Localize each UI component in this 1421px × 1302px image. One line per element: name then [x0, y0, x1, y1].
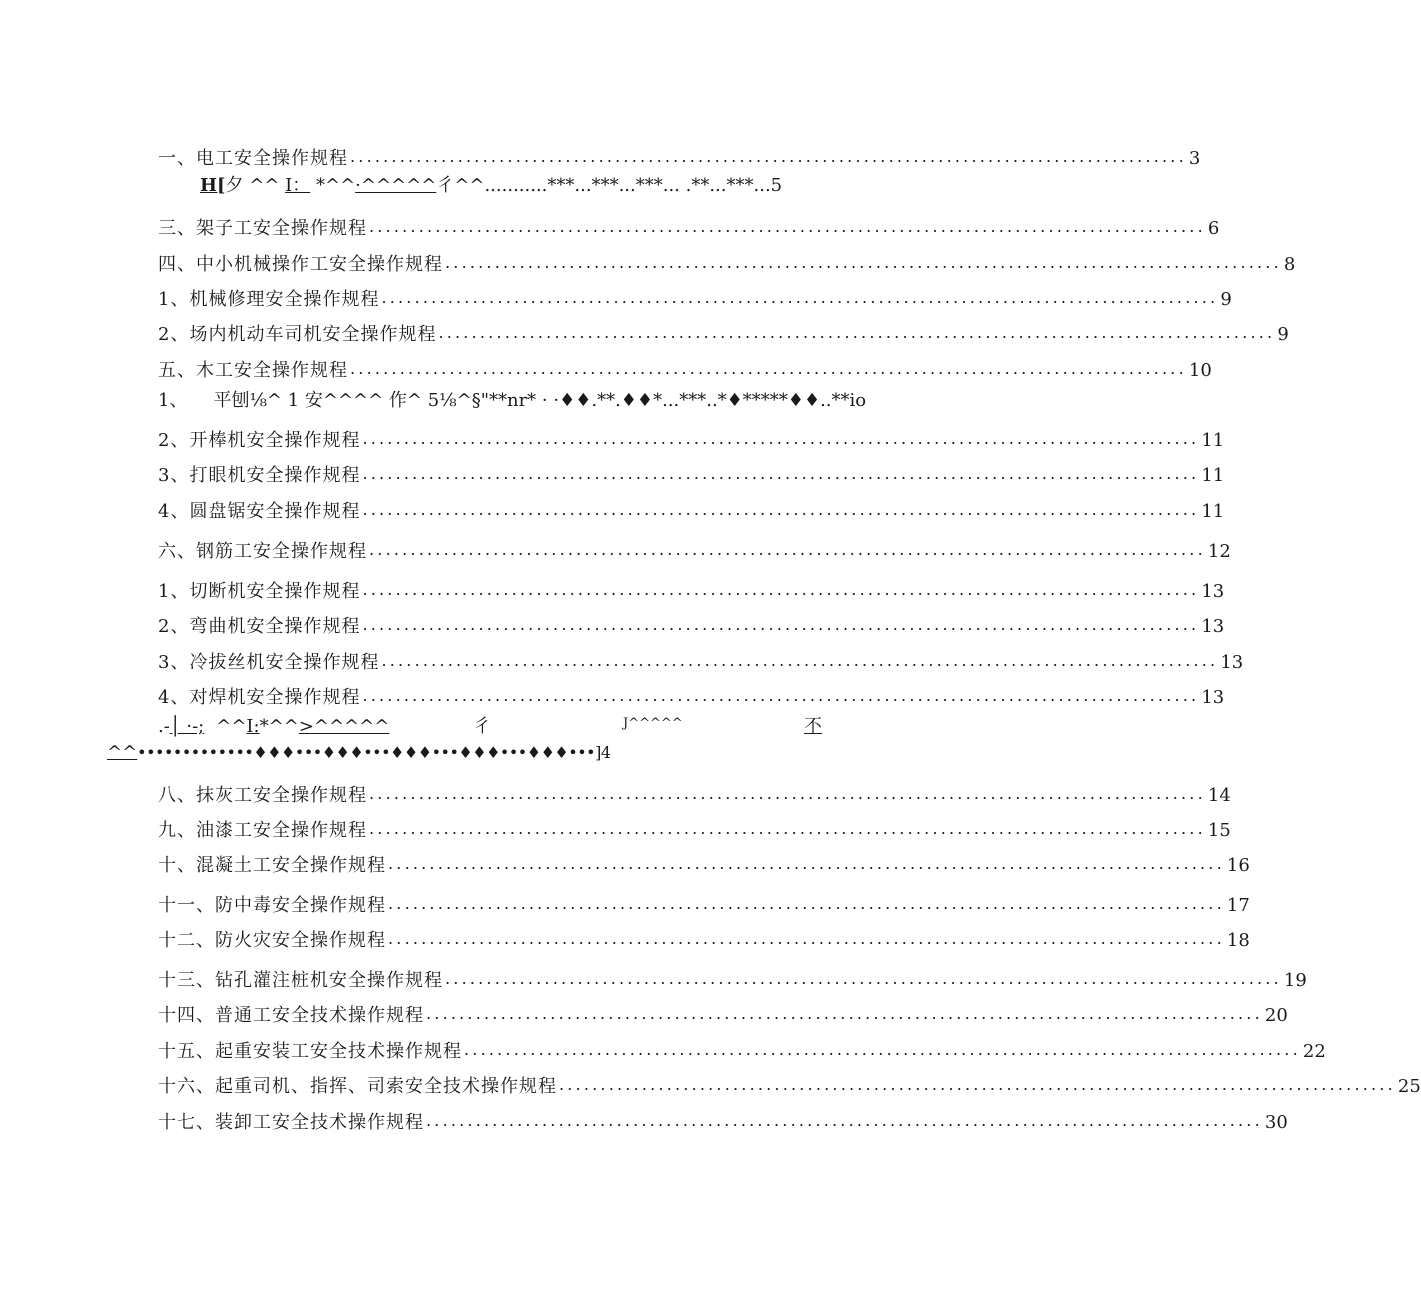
- garbled-fragment: ^^: [216, 716, 247, 737]
- toc-entry[interactable]: [158, 461, 1225, 487]
- dot-leader: .....................................................................................................: [445, 253, 1282, 272]
- toc-entry-page: 16: [1226, 855, 1250, 876]
- toc-entry-page: 22: [1302, 1041, 1326, 1062]
- toc-entry-title: 五、木工安全操作规程: [158, 360, 348, 381]
- toc-entry-page: 17: [1226, 895, 1250, 916]
- dot-leader: .....................................................................................................: [438, 323, 1276, 342]
- toc-entry-title: 1、机械修理安全操作规程: [158, 289, 380, 310]
- toc-entry-title: 3、打眼机安全操作规程: [158, 465, 361, 486]
- dot-leader: .....................................................................................................: [381, 288, 1219, 307]
- toc-entry[interactable]: [158, 851, 1250, 877]
- toc-entry[interactable]: [158, 577, 1225, 603]
- toc-entry-page: 8: [1283, 254, 1296, 275]
- toc-entry-title: 一、电工安全操作规程: [158, 148, 348, 169]
- garbled-toc-line: [107, 742, 611, 764]
- garbled-fragment: 夕 ^^: [225, 175, 286, 196]
- dot-leader: .....................................................................................................: [362, 686, 1200, 705]
- toc-entry[interactable]: [158, 426, 1225, 452]
- dot-leader: .....................................................................................................: [369, 217, 1206, 236]
- toc-entry[interactable]: [158, 497, 1225, 523]
- garbled-fragment: │ ·-;: [169, 716, 205, 737]
- toc-entry[interactable]: [158, 285, 1232, 311]
- toc-entry-title: 四、中小机械操作工安全操作规程: [158, 254, 443, 275]
- toc-entry-page: 20: [1264, 1005, 1288, 1026]
- dot-leader: .....................................................................................................: [388, 929, 1225, 948]
- dot-leader: .....................................................................................................: [388, 854, 1225, 873]
- garbled-fragment: 平刨⅛^ 1 安^^^^ 作^ 5⅛^§"**nr* · ·♦♦.**.♦♦*...***..*♦*****♦♦..**io: [213, 390, 867, 411]
- garbled-toc-line: [200, 175, 782, 197]
- dot-leader: .....................................................................................................: [350, 147, 1187, 166]
- garbled-fragment: ^^: [107, 742, 138, 763]
- toc-entry-title: 十三、钻孔灌注桩机安全操作规程: [158, 970, 443, 991]
- dot-leader: .....................................................................................................: [350, 359, 1187, 378]
- toc-entry[interactable]: [158, 926, 1250, 952]
- toc-entry[interactable]: [158, 1037, 1326, 1063]
- garbled-fragment: *^^: [310, 175, 356, 196]
- toc-entry-page: 25: [1397, 1076, 1421, 1097]
- toc-entry-title: 十七、装卸工安全技术操作规程: [158, 1112, 424, 1133]
- toc-entry-page: 14: [1207, 785, 1231, 806]
- garbled-fragment: >^^^^^: [298, 716, 390, 737]
- toc-entry-page: 13: [1201, 687, 1225, 708]
- toc-entry[interactable]: [158, 1108, 1288, 1134]
- garbled-fragment: *^^: [259, 716, 299, 737]
- toc-entry-title: 三、架子工安全操作规程: [158, 218, 367, 239]
- toc-entry-page: 11: [1201, 465, 1225, 486]
- toc-entry-page: 9: [1220, 289, 1232, 310]
- toc-entry[interactable]: [158, 816, 1231, 842]
- dot-leader: .....................................................................................................: [381, 651, 1219, 670]
- toc-entry-title: 十二、防火灾安全操作规程: [158, 930, 386, 951]
- toc-entry[interactable]: [158, 320, 1289, 346]
- garbled-fragment: 不: [804, 716, 822, 737]
- toc-entry[interactable]: [158, 781, 1231, 807]
- toc-entry-page: 30: [1264, 1112, 1288, 1133]
- dot-leader: .....................................................................................................: [464, 1040, 1301, 1059]
- toc-entry-title: 十、混凝土工安全操作规程: [158, 855, 386, 876]
- toc-entry-page: 15: [1207, 820, 1231, 841]
- toc-entry-title: 1、切断机安全操作规程: [158, 581, 361, 602]
- garbled-fragment: 1、: [158, 390, 188, 411]
- toc-entry[interactable]: [158, 144, 1201, 170]
- toc-entry-title: 十四、普通工安全技术操作规程: [158, 1005, 424, 1026]
- toc-entry-title: 3、冷拔丝机安全操作规程: [158, 652, 380, 673]
- toc-entry-title: 2、开棒机安全操作规程: [158, 430, 361, 451]
- dot-leader: .....................................................................................................: [362, 615, 1200, 634]
- toc-entry[interactable]: [158, 356, 1212, 382]
- garbled-fragment: I:: [246, 716, 260, 737]
- toc-entry[interactable]: [158, 1072, 1421, 1098]
- toc-entry-page: 13: [1201, 581, 1225, 602]
- garbled-fragment: H[: [200, 175, 226, 196]
- dot-leader: .....................................................................................................: [388, 894, 1225, 913]
- garbled-toc-line: [158, 716, 823, 738]
- garbled-toc-line: [158, 390, 866, 412]
- toc-entry-page: 9: [1277, 324, 1289, 345]
- toc-entry[interactable]: [158, 214, 1220, 240]
- toc-entry[interactable]: [158, 648, 1244, 674]
- toc-entry[interactable]: [158, 537, 1231, 563]
- garbled-fragment: I：: [285, 175, 311, 196]
- toc-entry-page: 11: [1201, 430, 1225, 451]
- dot-leader: .....................................................................................................: [362, 429, 1200, 448]
- toc-entry-page: 6: [1207, 218, 1220, 239]
- toc-entry[interactable]: [158, 966, 1307, 992]
- toc-entry[interactable]: [158, 1001, 1288, 1027]
- toc-entry-title: 六、钢筋工安全操作规程: [158, 541, 367, 562]
- toc-entry-title: 十六、起重司机、指挥、司索安全技术操作规程: [158, 1076, 557, 1097]
- toc-entry-title: 八、抹灰工安全操作规程: [158, 785, 367, 806]
- toc-entry-page: 19: [1283, 970, 1307, 991]
- toc-entry-title: 十一、防中毒安全操作规程: [158, 895, 386, 916]
- toc-entry-title: 十五、起重安装工安全技术操作规程: [158, 1041, 462, 1062]
- dot-leader: .....................................................................................................: [369, 540, 1206, 559]
- garbled-fragment: 彳: [473, 716, 491, 737]
- dot-leader: .....................................................................................................: [362, 464, 1200, 483]
- dot-leader: .....................................................................................................: [369, 784, 1206, 803]
- garbled-fragment: .-: [158, 716, 170, 737]
- garbled-fragment: •••••••••••••♦♦♦•••♦♦♦•••♦♦♦•••♦♦♦•••♦♦♦•••]4: [137, 743, 611, 762]
- toc-entry-page: 18: [1226, 930, 1250, 951]
- toc-entry-title: 九、油漆工安全操作规程: [158, 820, 367, 841]
- toc-entry-title: 2、弯曲机安全操作规程: [158, 616, 361, 637]
- dot-leader: .....................................................................................................: [362, 500, 1200, 519]
- toc-entry[interactable]: [158, 250, 1296, 276]
- garbled-fragment: J^^^^^: [623, 716, 683, 731]
- toc-entry[interactable]: [158, 683, 1225, 709]
- toc-entry-page: 13: [1220, 652, 1244, 673]
- dot-leader: .....................................................................................................: [426, 1111, 1263, 1130]
- dot-leader: .....................................................................................................: [445, 969, 1282, 988]
- toc-entry[interactable]: [158, 612, 1225, 638]
- toc-entry-page: 11: [1201, 501, 1225, 522]
- toc-entry[interactable]: [158, 891, 1250, 917]
- toc-entry-title: 2、场内机动车司机安全操作规程: [158, 324, 437, 345]
- dot-leader: .....................................................................................................: [362, 580, 1200, 599]
- toc-entry-page: 10: [1188, 360, 1212, 381]
- dot-leader: .....................................................................................................: [369, 819, 1206, 838]
- garbled-fragment: 彳^^...........***...***...***... .**...***...5: [436, 175, 783, 196]
- toc-entry-page: 12: [1207, 541, 1231, 562]
- dot-leader: .....................................................................................................: [426, 1004, 1263, 1023]
- dot-leader: .....................................................................................................: [559, 1075, 1396, 1094]
- toc-entry-page: 3: [1188, 148, 1201, 169]
- toc-entry-title: 4、圆盘锯安全操作规程: [158, 501, 361, 522]
- garbled-fragment: ·^^^^^: [355, 175, 437, 196]
- toc-entry-title: 4、对焊机安全操作规程: [158, 687, 361, 708]
- toc-entry-page: 13: [1201, 616, 1225, 637]
